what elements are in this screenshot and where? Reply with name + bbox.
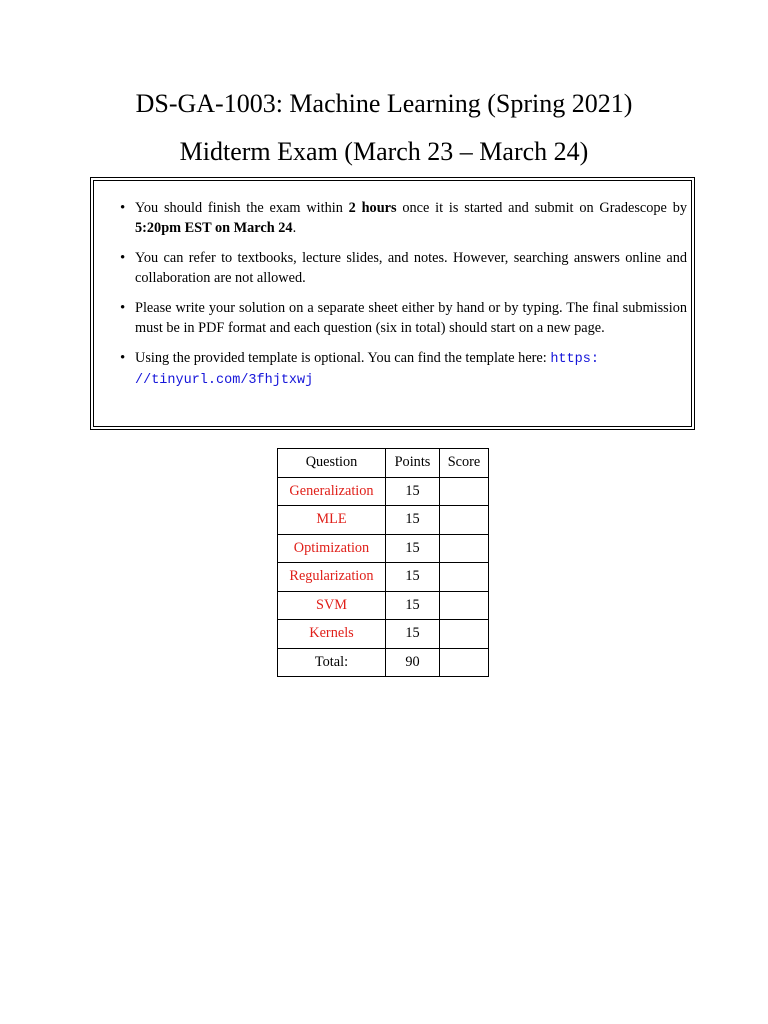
instruction-3-text: Please write your solution on a separate sheet either by hand or by typing. The final submission must be in PDF format and each question (six in total) should start on a new page. <box>135 300 687 336</box>
instructions-list <box>135 199 687 401</box>
score-cell <box>440 563 489 592</box>
instruction-1-deadline: 5:20pm EST on March 24 <box>135 219 293 236</box>
points-cell: 15 <box>386 534 440 563</box>
points-cell: 15 <box>386 591 440 620</box>
score-table <box>277 448 489 677</box>
points-cell: 15 <box>386 477 440 506</box>
score-cell <box>440 591 489 620</box>
score-cell <box>440 477 489 506</box>
score-cell <box>440 506 489 535</box>
instructions-box <box>90 177 695 430</box>
question-optimization[interactable]: Optimization <box>278 534 386 563</box>
points-cell: 15 <box>386 506 440 535</box>
course-title: DS-GA-1003: Machine Learning (Spring 2021) <box>135 89 633 118</box>
header-question: Question <box>278 449 386 478</box>
template-link-part-2[interactable]: //tinyurl.com/3fhjtxwj <box>135 372 314 388</box>
question-regularization[interactable]: Regularization <box>278 563 386 592</box>
instruction-1-text-after: . <box>292 219 297 236</box>
instruction-item-time-limit <box>135 199 687 238</box>
score-cell <box>440 620 489 649</box>
header-points: Points <box>386 449 440 478</box>
table-row <box>278 620 489 649</box>
table-row <box>278 591 489 620</box>
table-row <box>278 534 489 563</box>
instruction-item-resources <box>135 249 687 288</box>
total-label: Total: <box>278 648 386 677</box>
total-points: 90 <box>386 648 440 677</box>
instruction-2-text: You can refer to textbooks, lecture slides, and notes. However, searching answers online and collaboration are not allowed. <box>135 250 687 286</box>
instruction-1-duration: 2 hours <box>348 200 397 216</box>
instruction-item-submission <box>135 299 687 338</box>
score-cell <box>440 534 489 563</box>
instruction-1-text-middle: once it is started and submit on Gradescope by <box>396 200 688 216</box>
exam-title: Midterm Exam (March 23 – March 24) <box>179 137 589 166</box>
instruction-1-text-before: You should finish the exam within <box>135 200 349 216</box>
score-table-header-row <box>278 449 489 478</box>
instruction-4-text: Using the provided template is optional. You can find the template here: <box>135 350 551 366</box>
table-row <box>278 477 489 506</box>
table-row <box>278 563 489 592</box>
template-link-part-1[interactable]: https: <box>550 352 599 367</box>
question-svm[interactable]: SVM <box>278 591 386 620</box>
points-cell: 15 <box>386 620 440 649</box>
total-score <box>440 648 489 677</box>
header-score: Score <box>440 449 489 478</box>
question-generalization[interactable]: Generalization <box>278 477 386 506</box>
score-table-total-row <box>278 648 489 677</box>
question-kernels[interactable]: Kernels <box>278 620 386 649</box>
table-row <box>278 506 489 535</box>
points-cell: 15 <box>386 563 440 592</box>
instruction-item-template <box>135 349 687 390</box>
question-mle[interactable]: MLE <box>278 506 386 535</box>
